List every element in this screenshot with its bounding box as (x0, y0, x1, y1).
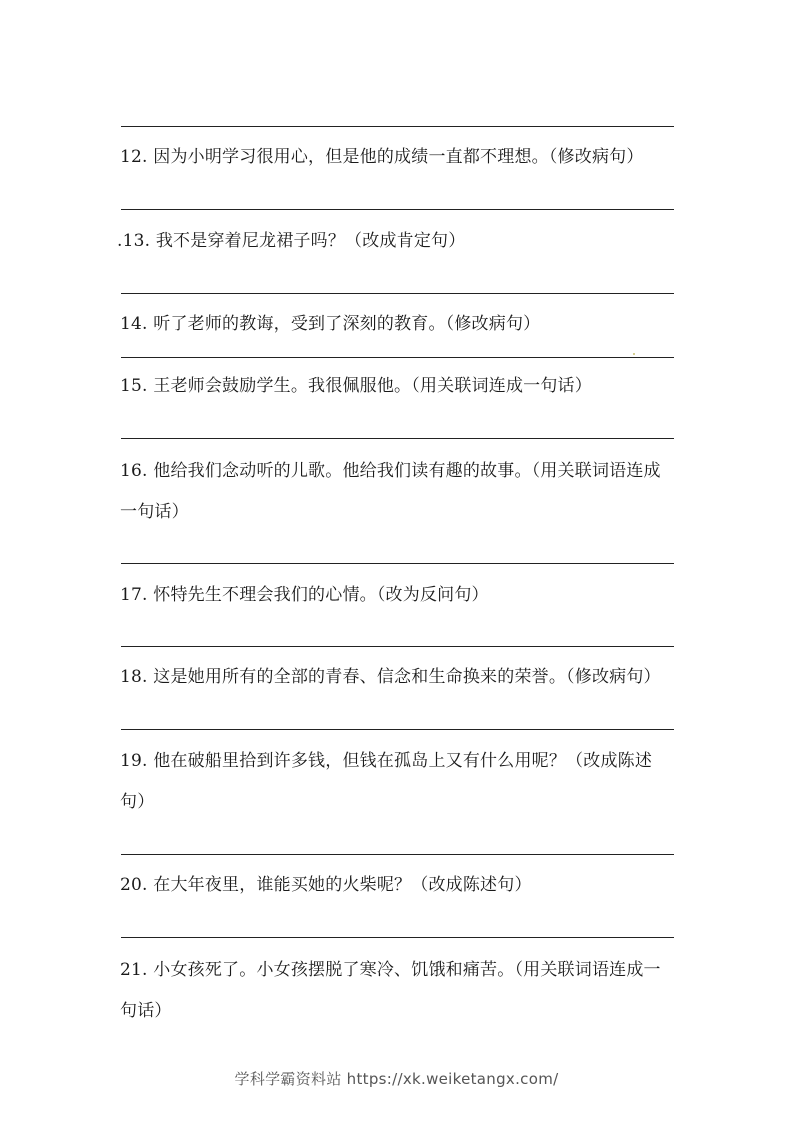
question-14: 14. 听了老师的教诲，受到了深刻的教育。（修改病句） (120, 314, 541, 334)
question-17: 17. 怀特先生不理会我们的心情。（改为反问句） (120, 585, 489, 605)
question-15: 15. 王老师会鼓励学生。我很佩服他。（用关联词连成一句话） (120, 376, 592, 396)
question-18: 18. 这是她用所有的全部的青春、信念和生命换来的荣誉。（修改病句） (120, 667, 661, 687)
answer-line (121, 854, 674, 855)
answer-line (121, 126, 674, 127)
question-16: 16. 他给我们念动听的儿歌。他给我们读有趣的故事。（用关联词语连成一句话） (120, 461, 661, 522)
question-21: 21. 小女孩死了。小女孩摆脱了寒冷、饥饿和痛苦。（用关联词语连成一句话） (120, 960, 661, 1021)
answer-line (121, 937, 674, 938)
answer-line (121, 357, 674, 358)
answer-line (121, 438, 674, 439)
answer-line (121, 729, 674, 730)
question-12: 12. 因为小明学习很用心，但是他的成绩一直都不理想。（修改病句） (120, 147, 644, 167)
answer-line (121, 293, 674, 294)
speck-mark (633, 353, 635, 355)
answer-line (121, 646, 674, 647)
question-13: .13. 我不是穿着尼龙裙子吗？（改成肯定句） (117, 231, 466, 251)
answer-line (121, 209, 674, 210)
footer-source: 学科学霸资料站 https://xk.weiketangx.com/ (234, 1070, 559, 1088)
question-20: 20. 在大年夜里，谁能买她的火柴呢？（改成陈述句） (120, 875, 532, 895)
question-19: 19. 他在破船里拾到许多钱，但钱在孤岛上又有什么用呢？（改成陈述句） (120, 751, 653, 812)
answer-line (121, 563, 674, 564)
